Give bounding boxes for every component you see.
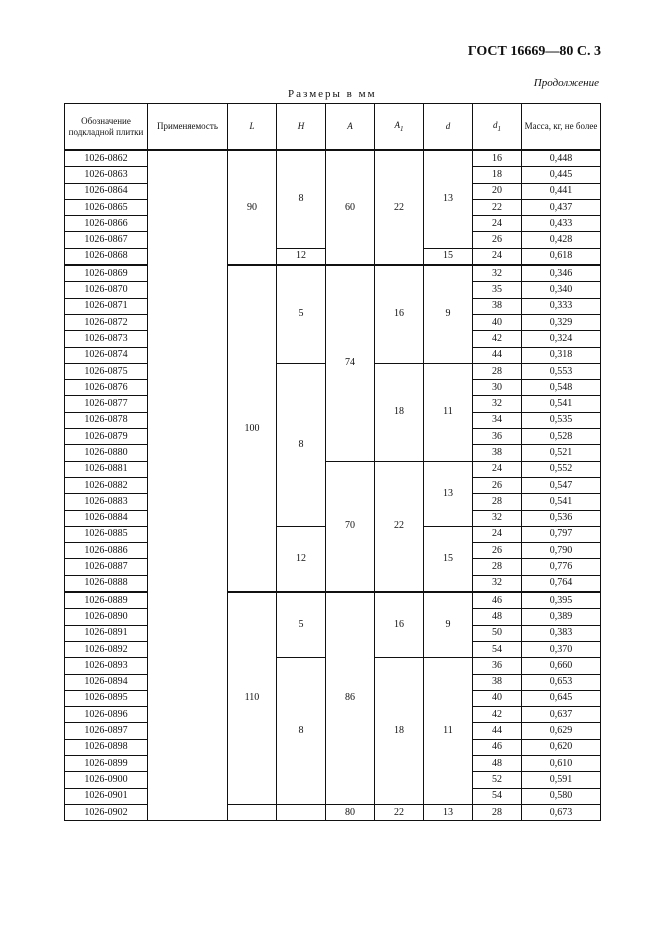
cell-d1: 28 [473,804,522,820]
cell-designation: 1026-0876 [65,380,148,396]
cell-mass: 0,797 [522,526,601,542]
cell-d1: 38 [473,445,522,461]
cell-d1: 42 [473,707,522,723]
cell-designation: 1026-0891 [65,625,148,641]
cell-mass: 0,521 [522,445,601,461]
cell-designation: 1026-0866 [65,216,148,232]
cell-designation: 1026-0872 [65,314,148,330]
cell-d1: 54 [473,788,522,804]
table-row [65,804,601,820]
col-A: A [326,104,375,151]
cell-d1: 30 [473,380,522,396]
col-application: Применяемость [148,104,228,151]
col-mass: Масса, кг, не более [522,104,601,151]
cell-d1: 28 [473,363,522,379]
cell-designation: 1026-0875 [65,363,148,379]
col-A1 [375,104,424,151]
cell-mass: 0,645 [522,690,601,706]
cell-mass: 0,790 [522,543,601,559]
cell-designation: 1026-0864 [65,183,148,199]
cell-d1: 24 [473,216,522,232]
cell-designation: 1026-0890 [65,609,148,625]
cell-L: 100 [228,265,277,592]
cell-designation: 1026-0882 [65,477,148,493]
cell-application [148,150,228,821]
cell-d1: 40 [473,314,522,330]
cell-mass: 0,340 [522,282,601,298]
cell-designation: 1026-0880 [65,445,148,461]
cell-L [228,804,277,820]
cell-d1: 32 [473,510,522,526]
cell-designation: 1026-0869 [65,265,148,282]
col-A1-sub: 1 [400,124,404,133]
cell-designation: 1026-0865 [65,199,148,215]
cell-mass: 0,548 [522,380,601,396]
cell-mass: 0,541 [522,396,601,412]
cell-mass: 0,445 [522,167,601,183]
cell-designation: 1026-0874 [65,347,148,363]
cell-d: 13 [424,150,473,248]
cell-designation: 1026-0877 [65,396,148,412]
cell-designation: 1026-0893 [65,658,148,674]
page-header: ГОСТ 16669—80 С. 3 [467,44,601,59]
cell-d1: 48 [473,609,522,625]
cell-d: 9 [424,265,473,363]
cell-mass: 0,764 [522,575,601,592]
cell-designation: 1026-0862 [65,150,148,167]
cell-mass: 0,673 [522,804,601,820]
cell-designation: 1026-0884 [65,510,148,526]
table-row [65,592,601,609]
cell-designation: 1026-0867 [65,232,148,248]
cell-d1: 32 [473,396,522,412]
cell-mass: 0,329 [522,314,601,330]
cell-d1: 28 [473,559,522,575]
cell-designation: 1026-0885 [65,526,148,542]
cell-designation: 1026-0900 [65,772,148,788]
cell-d1: 50 [473,625,522,641]
col-d1-sub: 1 [497,124,501,133]
cell-A1: 18 [375,363,424,461]
cell-mass: 0,441 [522,183,601,199]
cell-mass: 0,553 [522,363,601,379]
cell-designation: 1026-0870 [65,282,148,298]
cell-mass: 0,610 [522,755,601,771]
cell-mass: 0,324 [522,331,601,347]
cell-A: 60 [326,150,375,265]
cell-mass: 0,618 [522,248,601,265]
cell-d1: 26 [473,477,522,493]
cell-mass: 0,448 [522,150,601,167]
cell-d1: 26 [473,232,522,248]
cell-designation: 1026-0883 [65,494,148,510]
cell-designation: 1026-0898 [65,739,148,755]
cell-L: 90 [228,150,277,265]
cell-H: 12 [277,248,326,265]
cell-A1: 22 [375,804,424,820]
cell-H: 5 [277,265,326,363]
cell-mass: 0,333 [522,298,601,314]
cell-d1: 28 [473,494,522,510]
cell-mass: 0,547 [522,477,601,493]
cell-mass: 0,541 [522,494,601,510]
cell-d1: 24 [473,526,522,542]
cell-A1: 16 [375,265,424,363]
cell-H: 12 [277,526,326,592]
cell-H: 8 [277,150,326,248]
cell-mass: 0,318 [522,347,601,363]
cell-designation: 1026-0887 [65,559,148,575]
table-body [65,150,601,821]
cell-H: 8 [277,363,326,526]
cell-A1: 16 [375,592,424,658]
cell-A: 80 [326,804,375,820]
cell-d1: 32 [473,265,522,282]
cell-d1: 36 [473,429,522,445]
cell-d1: 34 [473,412,522,428]
cell-mass: 0,383 [522,625,601,641]
cell-A1: 18 [375,658,424,805]
cell-designation: 1026-0897 [65,723,148,739]
col-A1-base: A [394,120,400,131]
cell-d1: 16 [473,150,522,167]
cell-d: 13 [424,804,473,820]
cell-A: 70 [326,461,375,592]
cell-designation: 1026-0894 [65,674,148,690]
cell-d1: 44 [473,347,522,363]
cell-A1: 22 [375,150,424,265]
cell-d1: 40 [473,690,522,706]
cell-mass: 0,552 [522,461,601,477]
cell-designation: 1026-0863 [65,167,148,183]
cell-A1: 22 [375,461,424,592]
cell-designation: 1026-0878 [65,412,148,428]
cell-d1: 38 [473,298,522,314]
cell-designation: 1026-0902 [65,804,148,820]
cell-d1: 46 [473,739,522,755]
cell-mass: 0,535 [522,412,601,428]
cell-d: 15 [424,526,473,592]
cell-designation: 1026-0899 [65,755,148,771]
cell-mass: 0,389 [522,609,601,625]
cell-A: 86 [326,592,375,804]
cell-d1: 22 [473,199,522,215]
cell-mass: 0,776 [522,559,601,575]
table-row [65,461,601,477]
cell-mass: 0,437 [522,199,601,215]
cell-designation: 1026-0889 [65,592,148,609]
cell-H: 8 [277,658,326,805]
cell-d1: 24 [473,461,522,477]
cell-d1: 42 [473,331,522,347]
cell-mass: 0,428 [522,232,601,248]
cell-designation: 1026-0879 [65,429,148,445]
dimensions-note: Размеры в мм [288,88,377,100]
cell-mass: 0,660 [522,658,601,674]
cell-d1: 26 [473,543,522,559]
cell-designation: 1026-0871 [65,298,148,314]
cell-d: 13 [424,461,473,526]
cell-d1: 20 [473,183,522,199]
cell-mass: 0,370 [522,641,601,657]
col-H: H [277,104,326,151]
cell-designation: 1026-0896 [65,707,148,723]
cell-d1: 46 [473,592,522,609]
cell-d1: 54 [473,641,522,657]
cell-mass: 0,620 [522,739,601,755]
cell-d1: 35 [473,282,522,298]
cell-designation: 1026-0888 [65,575,148,592]
header-row [65,104,601,151]
dimensions-table [64,103,601,821]
cell-mass: 0,591 [522,772,601,788]
cell-designation: 1026-0895 [65,690,148,706]
cell-d: 11 [424,363,473,461]
cell-designation: 1026-0873 [65,331,148,347]
cell-designation: 1026-0901 [65,788,148,804]
col-d1 [473,104,522,151]
cell-d1: 18 [473,167,522,183]
cell-d: 11 [424,658,473,805]
cell-mass: 0,528 [522,429,601,445]
cell-H: 5 [277,592,326,658]
cell-d1: 36 [473,658,522,674]
cell-A: 74 [326,265,375,461]
cell-d1: 48 [473,755,522,771]
cell-designation: 1026-0881 [65,461,148,477]
table-row [65,265,601,282]
cell-designation: 1026-0868 [65,248,148,265]
cell-H [277,804,326,820]
cell-designation: 1026-0886 [65,543,148,559]
cell-mass: 0,433 [522,216,601,232]
col-designation: Обозначение подкладной плитки [65,104,148,151]
cell-mass: 0,637 [522,707,601,723]
cell-mass: 0,629 [522,723,601,739]
cell-d: 15 [424,248,473,265]
cell-d1: 24 [473,248,522,265]
cell-L: 110 [228,592,277,804]
col-d: d [424,104,473,151]
cell-d: 9 [424,592,473,658]
cell-mass: 0,395 [522,592,601,609]
cell-mass: 0,653 [522,674,601,690]
cell-d1: 44 [473,723,522,739]
cell-d1: 52 [473,772,522,788]
cell-mass: 0,346 [522,265,601,282]
continuation-note: Продолжение [533,77,599,89]
cell-mass: 0,580 [522,788,601,804]
cell-mass: 0,536 [522,510,601,526]
table-row [65,150,601,167]
cell-d1: 38 [473,674,522,690]
cell-d1: 32 [473,575,522,592]
col-L: L [228,104,277,151]
cell-designation: 1026-0892 [65,641,148,657]
col-d1-base: d [493,120,498,131]
